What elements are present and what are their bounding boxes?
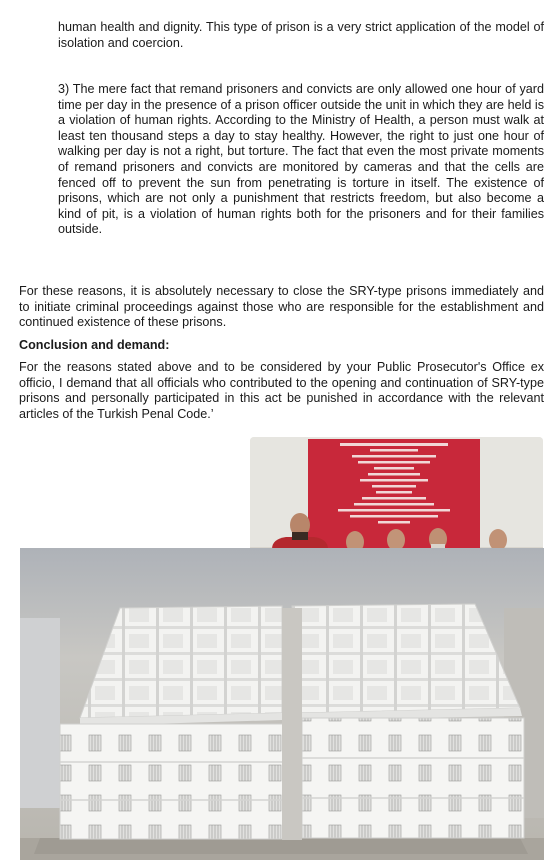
paragraph-demand: For the reasons stated above and to be considered by your Public Prosecutor's Office ex officio, I demand that all officials who contributed to the opening and continuation of SRY-type prisons and personally participated in this act be punished in accordance with the relevant articles of the Turkish Penal Code.’ <box>19 360 544 421</box>
paragraph-reasons: For these reasons, it is absolutely necessary to close the SRY-type prisons immediately and to initiate criminal proceedings against those who are responsible for the establishment and continued existence of these prisons. <box>19 284 544 330</box>
model-building-right <box>292 604 524 838</box>
paragraph-intro: human health and dignity. This type of prison is a very strict application of the model of isolation and coercion. <box>58 20 544 50</box>
paragraph-point-3: 3) The mere fact that remand prisoners and convicts are only allowed one hour of yard time per day in the presence of a prison officer outside the unit in which they are held is a violation of human rights. According to the Ministry of Health, a person must walk at least ten thousand steps a day to stay healthy. However, the right to just one hour of walking per day is not a right, but torture. The fact that even the most private moments of remand prisoners and convicts are monitored by cameras and that the cells are fenced off to prevent the sun from penetrating is torture in itself. The existence of prisons, which are not only a punishment that restricts freedom, but also become a kind of pit, is a violation of human rights both for the prisoners and for their families outside. <box>58 82 544 237</box>
prison-model-photo <box>20 548 544 860</box>
section-heading: Conclusion and demand: <box>19 338 170 352</box>
